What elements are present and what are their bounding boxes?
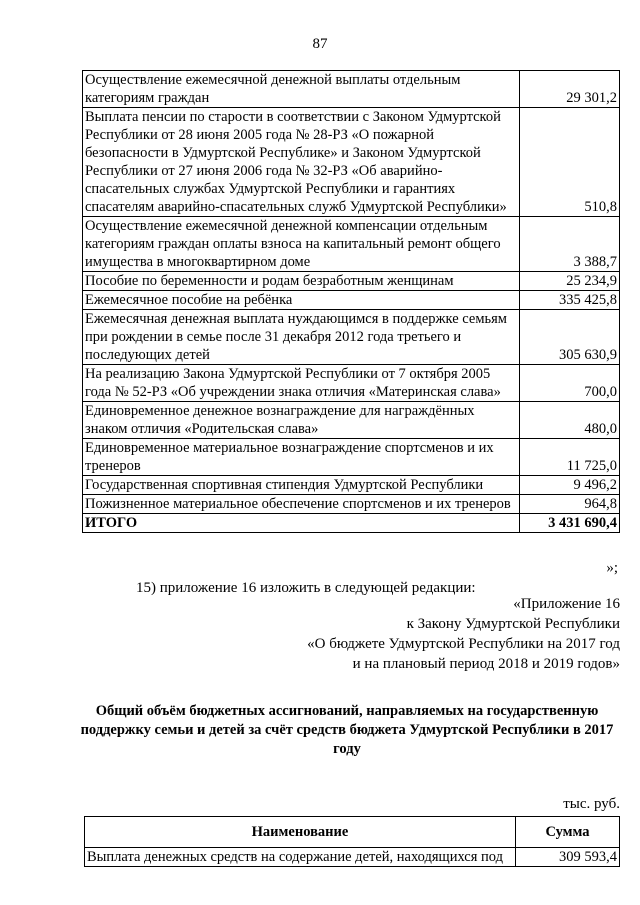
table-row — [83, 217, 620, 272]
appendix-table-header-row — [85, 817, 620, 848]
row-sum: 309 593,4 — [516, 848, 620, 867]
appendix-header — [260, 594, 620, 674]
table-row — [83, 272, 620, 291]
row-sum: 305 630,9 — [520, 310, 620, 365]
row-name: Ежемесячное пособие на ребёнка — [83, 291, 520, 310]
row-name: Выплата денежных средств на содержание детей, находящихся под — [85, 848, 516, 867]
row-name: Осуществление ежемесячной денежной компенсации отдельным категориям граждан оплаты взноса на капитальный ремонт общего имущества в многоквартирном доме — [83, 217, 520, 272]
row-name: Ежемесячная денежная выплата нуждающимся в поддержке семьям при рождении в семье после 31 декабря 2012 года третьего и последующих детей — [83, 310, 520, 365]
row-name: Пособие по беременности и родам безработным женщинам — [83, 272, 520, 291]
row-name: Осуществление ежемесячной денежной выплаты отдельным категориям граждан — [83, 71, 520, 108]
row-sum: 25 234,9 — [520, 272, 620, 291]
column-header-name: Наименование — [85, 817, 516, 848]
total-row — [83, 514, 620, 533]
table-row — [83, 108, 620, 217]
appendix-line: «Приложение 16 — [513, 596, 620, 612]
appendix-line: «О бюджете Удмуртской Республики на 2017 год — [307, 636, 620, 652]
row-sum: 29 301,2 — [520, 71, 620, 108]
expenditure-table — [82, 70, 620, 533]
table-row — [83, 310, 620, 365]
amendment-item-text: 15) приложение 16 изложить в следующей редакции: — [136, 580, 476, 596]
table-row — [83, 402, 620, 439]
row-sum: 964,8 — [520, 495, 620, 514]
row-name: Единовременное материальное вознаграждение спортсменов и их тренеров — [83, 439, 520, 476]
units-label: тыс. руб. — [563, 796, 620, 812]
row-sum: 480,0 — [520, 402, 620, 439]
row-name: На реализацию Закона Удмуртской Республики от 7 октября 2005 года № 52-РЗ «Об учреждении знака отличия «Материнская слава» — [83, 365, 520, 402]
table-row — [83, 439, 620, 476]
table-row — [85, 848, 620, 867]
column-header-sum: Сумма — [516, 817, 620, 848]
appendix-table-body — [85, 848, 620, 867]
section-heading: Общий объём бюджетных ассигнований, направляемых на государственную поддержку семьи и детей за счёт средств бюджета Удмуртской Республики в 2017 году — [80, 703, 614, 757]
expenditure-table-body — [83, 71, 620, 533]
total-sum: 3 431 690,4 — [520, 514, 620, 533]
total-label: ИТОГО — [83, 514, 520, 533]
row-name: Пожизненное материальное обеспечение спортсменов и их тренеров — [83, 495, 520, 514]
row-sum: 9 496,2 — [520, 476, 620, 495]
appendix-line: и на плановый период 2018 и 2019 годов» — [352, 656, 620, 672]
row-sum: 3 388,7 — [520, 217, 620, 272]
appendix-line: к Закону Удмуртской Республики — [406, 616, 620, 632]
row-sum: 335 425,8 — [520, 291, 620, 310]
table-row — [83, 476, 620, 495]
table-row — [83, 71, 620, 108]
table-row — [83, 365, 620, 402]
row-sum: 510,8 — [520, 108, 620, 217]
table-row — [83, 495, 620, 514]
row-name: Государственная спортивная стипендия Удмуртской Республики — [83, 476, 520, 495]
table-row — [83, 291, 620, 310]
page-number: 87 — [312, 36, 328, 52]
row-name: Выплата пенсии по старости в соответствии с Законом Удмуртской Республики от 28 июня 2005 года № 28-РЗ «О пожарной безопасности в Удмуртской Республике» и Законом Удмуртской Республики от 27 июня 2006 года № 32-РЗ «Об аварийно-спасательных службах Удмуртской Республики и гарантиях спасателям аварийно-спасательных служб Удмуртской Республики» — [83, 108, 520, 217]
row-sum: 11 725,0 — [520, 439, 620, 476]
row-sum: 700,0 — [520, 365, 620, 402]
closing-quote: »; — [606, 560, 618, 576]
row-name: Единовременное денежное вознаграждение для награждённых знаком отличия «Родительская слава» — [83, 402, 520, 439]
appendix-table — [84, 816, 620, 867]
